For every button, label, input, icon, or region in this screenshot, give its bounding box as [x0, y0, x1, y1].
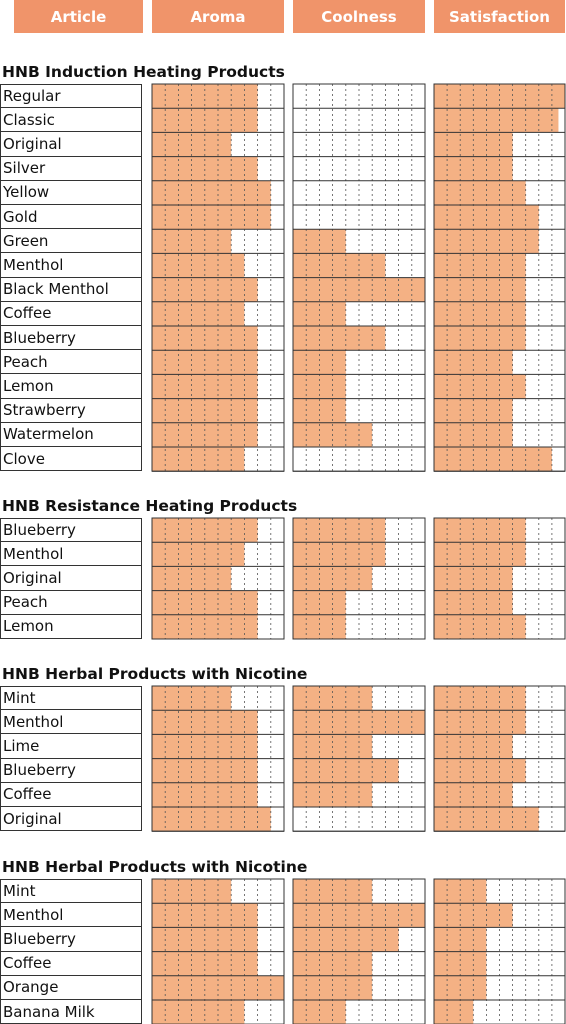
row-label: Blueberry	[0, 759, 142, 783]
row-label: Original	[0, 566, 142, 590]
bar-satisfaction	[434, 447, 552, 471]
header-coolness: Coolness	[293, 0, 425, 33]
bar-aroma	[152, 542, 244, 566]
bar-satisfaction	[434, 374, 526, 398]
bar-aroma	[152, 253, 244, 277]
row-label: Blueberry	[0, 326, 142, 350]
bar-satisfaction	[434, 686, 526, 710]
row-label: Coffee	[0, 783, 142, 807]
header-aroma: Aroma	[152, 0, 284, 33]
bar-aroma	[152, 181, 271, 205]
bar-satisfaction	[434, 181, 526, 205]
row-label: Menthol	[0, 903, 142, 927]
row-label: Green	[0, 229, 142, 253]
row-label: Gold	[0, 205, 142, 229]
bar-coolness	[293, 326, 385, 350]
bar-aroma	[152, 205, 271, 229]
bar-satisfaction	[434, 302, 526, 326]
bar-satisfaction	[434, 326, 526, 350]
bar-satisfaction	[434, 278, 526, 302]
bar-satisfaction	[434, 542, 526, 566]
bar-aroma	[152, 1000, 244, 1024]
bar-coolness	[293, 518, 385, 542]
header-article: Article	[14, 0, 143, 33]
row-label: Yellow	[0, 181, 142, 205]
row-label: Classic	[0, 108, 142, 132]
row-label: Regular	[0, 84, 142, 108]
row-label: Menthol	[0, 542, 142, 566]
row-label: Lemon	[0, 374, 142, 398]
row-label: Coffee	[0, 302, 142, 326]
row-label: Blueberry	[0, 518, 142, 542]
row-label: Lime	[0, 734, 142, 758]
bar-satisfaction	[434, 710, 526, 734]
row-label: Watermelon	[0, 423, 142, 447]
bar-coolness	[293, 542, 385, 566]
row-label: Peach	[0, 350, 142, 374]
bar-satisfaction	[434, 108, 558, 132]
row-label: Orange	[0, 976, 142, 1000]
bar-satisfaction	[434, 518, 526, 542]
bar-coolness	[293, 253, 385, 277]
row-label: Silver	[0, 157, 142, 181]
row-label: Original	[0, 132, 142, 156]
row-label: Banana Milk	[0, 1000, 142, 1024]
header-satisfaction: Satisfaction	[434, 0, 565, 33]
row-label: Menthol	[0, 253, 142, 277]
row-label: Peach	[0, 591, 142, 615]
bar-satisfaction	[434, 615, 526, 639]
row-label: Strawberry	[0, 399, 142, 423]
row-label: Lemon	[0, 615, 142, 639]
section-title: HNB Resistance Heating Products	[2, 497, 298, 515]
row-label: Clove	[0, 447, 142, 471]
bar-aroma	[152, 447, 244, 471]
section-title: HNB Herbal Products with Nicotine	[2, 858, 308, 876]
bar-aroma	[152, 807, 271, 831]
row-label: Blueberry	[0, 927, 142, 951]
section-title: HNB Induction Heating Products	[2, 63, 285, 81]
row-label: Mint	[0, 686, 142, 710]
row-label: Mint	[0, 879, 142, 903]
bar-satisfaction	[434, 253, 526, 277]
row-label: Coffee	[0, 952, 142, 976]
bar-aroma	[152, 302, 244, 326]
row-label: Menthol	[0, 710, 142, 734]
bar-satisfaction	[434, 1000, 473, 1024]
row-label: Black Menthol	[0, 278, 142, 302]
section-title: HNB Herbal Products with Nicotine	[2, 665, 308, 683]
bar-satisfaction	[434, 759, 526, 783]
row-label: Original	[0, 807, 142, 831]
